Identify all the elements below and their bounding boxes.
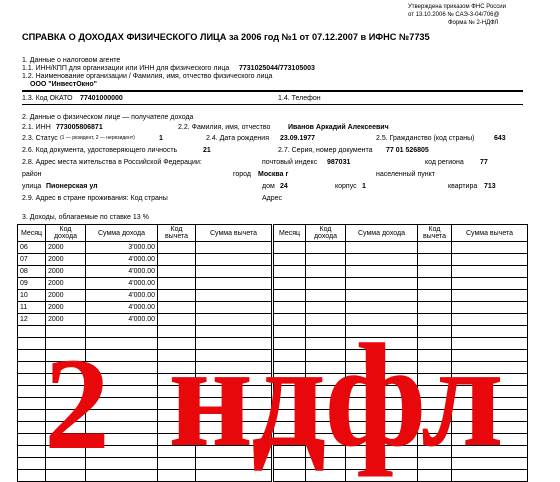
settlement-label: населенный пункт bbox=[376, 171, 436, 178]
month-cell: 10 bbox=[18, 290, 46, 302]
month-cell: 06 bbox=[18, 242, 46, 254]
street-value: Пионерская ул bbox=[46, 183, 98, 190]
fio-label: 2.2. Фамилия, имя, отчество bbox=[178, 124, 271, 131]
street-label: улица bbox=[22, 183, 42, 190]
agent-section-heading: 1. Данные о налоговом агенте bbox=[22, 57, 121, 64]
address-label: 2.8. Адрес места жительства в Российской Федерации: bbox=[22, 159, 202, 166]
table-row bbox=[18, 242, 272, 254]
person-inn-label: 2.1. ИНН bbox=[22, 124, 51, 131]
doc-number-label: 2.7. Серия, номер документа bbox=[278, 147, 373, 154]
deduction-sum-cell bbox=[196, 254, 272, 266]
deduction-code-cell bbox=[158, 278, 196, 290]
table-row bbox=[18, 278, 272, 290]
income-code-cell: 2000 bbox=[46, 278, 86, 290]
income-sum-cell: 4'000.00 bbox=[86, 254, 158, 266]
okato-label: 1.3. Код ОКАТО bbox=[22, 95, 73, 102]
deduction-sum-cell bbox=[196, 290, 272, 302]
table-row bbox=[18, 302, 272, 314]
deduction-code-cell bbox=[158, 290, 196, 302]
deduction-sum-cell bbox=[196, 266, 272, 278]
income-code-cell: 2000 bbox=[46, 290, 86, 302]
col-header-deduction-code: Код вычета bbox=[418, 225, 452, 242]
table-row bbox=[18, 290, 272, 302]
dob-value: 23.09.1977 bbox=[280, 135, 316, 142]
korpus-value: 1 bbox=[362, 183, 366, 190]
col-header-month: Месяц bbox=[274, 225, 306, 242]
flat-label: квартира bbox=[448, 183, 478, 190]
table-row bbox=[18, 254, 272, 266]
income-sum-cell: 4'000.00 bbox=[86, 302, 158, 314]
agent-inn-value: 7731025044/773105003 bbox=[239, 65, 315, 72]
form-number: Форма № 2-НДФЛ bbox=[448, 20, 499, 26]
deduction-sum-cell bbox=[196, 242, 272, 254]
deduction-code-cell bbox=[158, 302, 196, 314]
person-section-heading: 2. Данные о физическом лице — получателе дохода bbox=[22, 114, 194, 121]
income-code-cell: 2000 bbox=[46, 254, 86, 266]
region-label: код региона bbox=[425, 159, 464, 166]
fio-value: Иванов Аркадий Алексеевич bbox=[288, 124, 389, 131]
page-title: СПРАВКА О ДОХОДАХ ФИЗИЧЕСКОГО ЛИЦА за 2006 год №1 от 07.12.2007 в ИФНС №7735 bbox=[22, 32, 430, 42]
approval-line-1: Утверждена приказом ФНС России bbox=[408, 4, 506, 10]
foreign-country-label: 2.9. Адрес в стране проживания: Код страны bbox=[22, 195, 168, 202]
col-header-deduction-sum: Сумма вычета bbox=[452, 225, 528, 242]
postcode-value: 987031 bbox=[327, 159, 351, 166]
month-cell: 09 bbox=[18, 278, 46, 290]
stamp-text: ндфл bbox=[168, 314, 502, 478]
approval-line-2: от 13.10.2006 № САЭ-3-04/706@ bbox=[408, 12, 500, 18]
okato-value: 77401000000 bbox=[80, 95, 123, 102]
status-label: 2.3. Статус bbox=[22, 135, 58, 142]
income-code-cell: 2000 bbox=[46, 314, 86, 326]
person-inn-value: 773005806871 bbox=[56, 124, 103, 131]
month-cell: 08 bbox=[18, 266, 46, 278]
region-value: 77 bbox=[480, 159, 488, 166]
income-sum-cell: 4'000.00 bbox=[86, 278, 158, 290]
citizenship-value: 643 bbox=[494, 135, 506, 142]
district-label: район bbox=[22, 171, 42, 178]
divider bbox=[22, 104, 523, 105]
income-code-cell: 2000 bbox=[46, 242, 86, 254]
table-row bbox=[18, 266, 272, 278]
citizenship-label: 2.5. Гражданство (код страны) bbox=[376, 135, 475, 142]
doc-number-value: 77 01 526805 bbox=[386, 147, 429, 154]
korpus-label: корпус bbox=[335, 183, 357, 190]
col-header-month: Месяц bbox=[18, 225, 46, 242]
dob-label: 2.4. Дата рождения bbox=[206, 135, 269, 142]
income-sum-cell: 3'000.00 bbox=[86, 242, 158, 254]
postcode-label: почтовый индекс bbox=[262, 159, 318, 166]
income-code-cell: 2000 bbox=[46, 302, 86, 314]
stamp-number: 2 bbox=[44, 330, 110, 477]
agent-name-label: 1.2. Наименование организации / Фамилия, имя, отчество физического лица bbox=[22, 73, 273, 80]
divider bbox=[22, 90, 523, 92]
deduction-code-cell bbox=[158, 242, 196, 254]
status-note: (1 — резидент, 2 — нерезидент) bbox=[60, 135, 135, 141]
deduction-code-cell bbox=[158, 254, 196, 266]
col-header-income-sum: Сумма дохода bbox=[346, 225, 418, 242]
foreign-address-label: Адрес bbox=[262, 195, 283, 202]
house-label: дом bbox=[262, 183, 275, 190]
status-value: 1 bbox=[159, 135, 163, 142]
col-header-deduction-code: Код вычета bbox=[158, 225, 196, 242]
doc-code-label: 2.6. Код документа, удостоверяющего личность bbox=[22, 147, 178, 154]
month-cell: 07 bbox=[18, 254, 46, 266]
col-header-income-code: Код дохода bbox=[46, 225, 86, 242]
agent-inn-label: 1.1. ИНН/КПП для организации или ИНН для физического лица bbox=[22, 65, 230, 72]
income-sum-cell: 4'000.00 bbox=[86, 290, 158, 302]
income-code-cell: 2000 bbox=[46, 266, 86, 278]
agent-name-value: ООО "ИнвестОкно" bbox=[30, 81, 97, 88]
income-section-heading: 3. Доходы, облагаемые по ставке 13 % bbox=[22, 214, 149, 221]
phone-label: 1.4. Телефон bbox=[278, 95, 321, 102]
city-label: город bbox=[233, 171, 252, 178]
col-header-income-code: Код дохода bbox=[306, 225, 346, 242]
deduction-code-cell bbox=[158, 266, 196, 278]
flat-value: 713 bbox=[484, 183, 496, 190]
col-header-income-sum: Сумма дохода bbox=[86, 225, 158, 242]
city-value: Москва г bbox=[258, 171, 289, 178]
house-value: 24 bbox=[280, 183, 288, 190]
col-header-deduction-sum: Сумма вычета bbox=[196, 225, 272, 242]
deduction-sum-cell bbox=[196, 302, 272, 314]
income-sum-cell: 4'000.00 bbox=[86, 266, 158, 278]
month-cell: 12 bbox=[18, 314, 46, 326]
deduction-sum-cell bbox=[196, 278, 272, 290]
income-sum-cell: 4'000.00 bbox=[86, 314, 158, 326]
month-cell: 11 bbox=[18, 302, 46, 314]
doc-code-value: 21 bbox=[203, 147, 211, 154]
